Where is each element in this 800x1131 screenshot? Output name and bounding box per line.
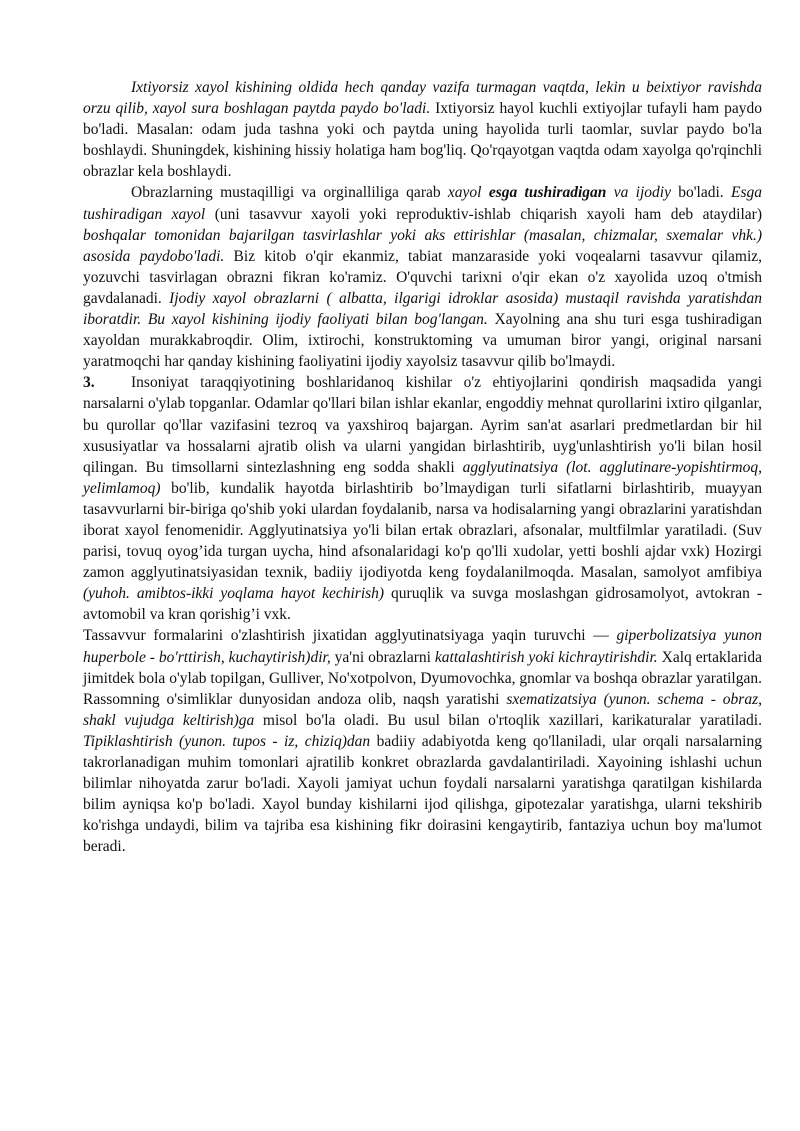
body-text: Xalq ertaklarida jimitdek bola o'ylab topilgan, Gulliver, No'xotpolvon, Dyumovochka, gnomlar va boshqa obrazlar yaratilgan. Rassomning o'simliklar dunyosidan andoza olib, naqsh yaratishi	[83, 648, 762, 708]
term-text: va ijodiy	[606, 184, 671, 202]
body-text: Xayolning ana shu turi esga tushiradigan xayoldan murakkabroqdir. Olim, ixtirochi, konstruktoming va umuman biror yangi, original narsani yaratmoqchi har qanday kishining faoliyatini ijodiy xayolsiz tasavvur qilib bo'lmaydi.	[83, 311, 763, 371]
definition-text: Ijodiy xayol obrazlarni ( albatta, ilgarigi idroklar asosida) mustaqil ravishda yaratishdan iboratdir. Bu xayol kishining ijodiy faoliyati bilan bog'langan.	[83, 289, 762, 329]
body-text: bo'ladi.	[670, 184, 731, 202]
section-number: 3.	[83, 374, 95, 392]
term-bold-text: esga tushiradigan	[488, 184, 607, 202]
definition-text: boshqalar tomonidan bajarilgan tasvirlashlar yoki aks ettirishlar (masalan, chizmalar, sxemalar vhk.) asosida paydobo'ladi.	[83, 226, 762, 265]
body-text: (uni tasavvur xayoli yoki reproduktiv-ishlab chiqarish xayoli ham deb ataydilar)	[205, 205, 762, 223]
term-text: (yuhoh. amibtos-ikki yoqlama hayot kechirish)	[83, 585, 385, 603]
paragraph-involuntary-imagination	[83, 77, 762, 182]
term-text: sxematizatsiya (yunon. schema - obraz, shakl vujudga keltirish)ga	[83, 690, 763, 729]
paragraph-imagination-types	[83, 182, 762, 372]
body-text: badiiy adabiyotda keng qo'llaniladi, ular orqali narsalarning takrorlanadigan muhim tomonlari ajratilib konkret obrazlarda gavdalantiriladi. Xayoining ishlashi uchun bilimlar nihoyatda zarur bo'ladi. Xayoli jamiyat uchun foydali narsalarni yaratishga qaratilgan kishilarda bilim ayniqsa ko'p bo'ladi. Xayol bunday kishilarni ijod qilishga, gipotezalar yaratishga, ularni tekshirib ko'rishga undaydi, bilim va tajriba esa kishining fikr doirasini kengaytirib, fantaziya uchun boy ma'lumot beradi.	[83, 732, 762, 856]
body-text: bo'lib, kundalik hayotda birlashtirib bo’lmaydigan turli sifatlarni birlashtirib, muayyan tasavvurlarni bir-biriga qo'shib yoki ulardan foydalanib, narsa va hodisalarning yangi obrazlarini yaratishdan iborat xayol fenomenidir. Agglyutinatsiya yo'li bilan ertak obrazlari, afsonalar, multfilmlar yaratiladi. (Suv parisi, tovuq oyog’ida turgan uycha, hind afsonalaridagi ko'p qo'lli xudolar, yetti boshli ajdar vxk) Hozirgi zamon agglyutinatsiyasidan texnik, badiiy ijodiyotda keng foydalanilmoqda. Masalan, samolyot amfibiya	[83, 479, 762, 582]
term-text: kattalashtirish yoki kichraytirishdir.	[434, 648, 658, 666]
term-text: giperbolizatsiya yunon huperbole - bo'rttirish, kuchaytirish)dir,	[83, 627, 762, 666]
definition-text: Ixtiyorsiz xayol kishining oldida hech qanday vazifa turmagan vaqtda, lekin u beixtiyor ravishda orzu qilib, xayol sura boshlagan paytda paydo bo'ladi.	[83, 79, 762, 118]
body-text: ya'ni obrazlarni	[330, 648, 435, 666]
body-text: Insoniyat taraqqiyotining boshlaridanoq kishilar o'z ehtiyojlarini qondirish maqsadida yangi narsalarni o'ylab topganlar. Odamlar qo'llari bilan ishlar ekanlar, engoddiy mehnat qurollarini ixtiro qilganlar, bu qurollar qo'llar vazifasini tezroq va yaxshiroq bajargan. Ayrim san'at asarlari predmetlardan bir hil xususiyatlar va hossalarni ajratib olish va ularni yangidan birlashtirib, uyg'unlashtirish yo'li bilan hosil qilingan. Bu timsollarni sintezlashning eng sodda shakli	[83, 374, 762, 476]
paragraph-section-3	[83, 372, 762, 625]
body-text: Biz kitob o'qir ekanmiz, tabiat manzaraside yoki voqealarni tasavvur qilamiz, yozuvchi tasvirlagan obrazni fikran ko'ramiz. O'quvchi tarixni o'qir ekan o'z xayolida uzoq o'tmish gavdalanadi.	[83, 247, 763, 307]
body-text: Obrazlarning mustaqilligi va orginalliliga qarab	[131, 184, 448, 202]
term-text: Tipiklashtirish (yunon. tupos - iz, chiziq)dan	[83, 732, 371, 750]
body-text: Tassavvur formalarini o'zlashtirish jixatidan agglyutinatsiyaga yaqin turuvchi —	[83, 627, 617, 645]
body-text: misol bo'la oladi. Bu usul bilan o'rtoqlik xazillari, karikaturalar yaratiladi.	[254, 711, 762, 729]
term-text: agglyutinatsiya (lot. agglutinare-yopishtirmoq, yelimlamoq)	[83, 458, 762, 497]
term-text: xayol	[447, 184, 489, 202]
paragraph-imagination-forms	[83, 625, 762, 857]
body-text: quruqlik va suvga moslashgan gidrosamolyot, avtokran - avtomobil va kran qorishig’i vxk.	[83, 585, 762, 624]
document-page	[83, 77, 762, 857]
body-text: Ixtiyorsiz hayol kuchli extiyojlar tufayli ham paydo bo'ladi. Masalan: odam juda tashna yoki och paytda uning hayolida turli taomlar, suvlar paydo bo'la boshlaydi. Shuningdek, kishining hissiy holatiga ham bog'liq. Qo'rqayotgan vaqtda odam xayolga qo'rqinchli obrazlar kela boshlaydi.	[83, 100, 762, 181]
term-text: Esga tushiradigan xayol	[83, 184, 762, 223]
